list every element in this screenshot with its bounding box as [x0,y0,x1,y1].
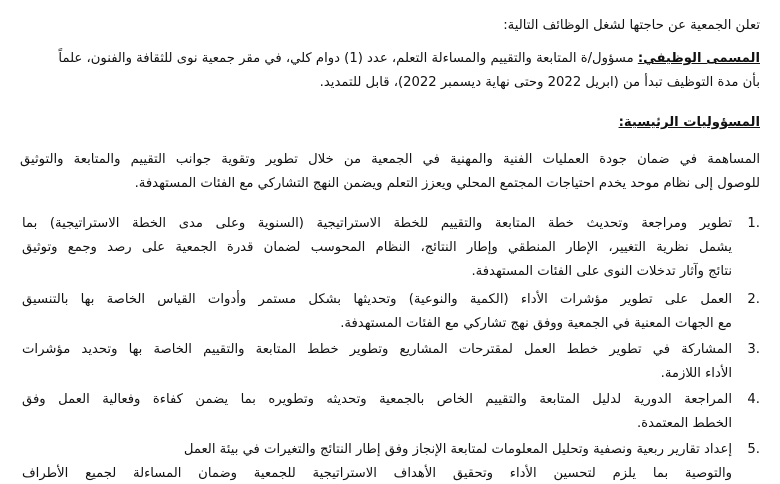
list-item-number: 3. [747,342,760,357]
list-item-line: المراجعة الدورية لدليل المتابعة والتقييم الخاص بالجمعية وتحديثه وتطويره بما يضمن كفاءة وفعالية العمل وفق [22,392,732,407]
list-item-number: 4. [747,392,760,407]
list-item-line: العمل على تطوير مؤشرات الأداء (الكمية والنوعية) وتحديثها بشكل مستمر وأدوات القياس الخاصة بها بالتنسيق [22,292,732,307]
responsibilities-intro-line-1: المساهمة في ضمان جودة العمليات الفنية والمهنية في الجمعية من خلال تطوير وتقوية جوانب التقييم والمتابعة والتوثيق [20,152,760,167]
list-item-line: الخطط المعتمدة. [636,416,732,431]
list-item-number: 1. [747,216,760,231]
list-item-line: إعداد تقارير ربعية ونصفية وتحليل المعلومات لمتابعة الإنجاز وفق إطار النتائج والتغيرات في بيئة العمل [183,442,732,457]
list-item-line: مع الجهات المعنية في الجمعية ووفق نهج تشاركي مع الفئات المستهدفة. [340,316,732,331]
list-item-line: والتوصية بما يلزم لتحسين الأداء وتحقيق الأهداف الاستراتيجية للجمعية وضمان المساءلة لجميع الأطراف [22,466,732,481]
job-title-line [20,49,760,69]
announcement-intro: تعلن الجمعية عن حاجتها لشغل الوظائف التالية: [503,18,760,33]
list-item-line: الأداء اللازمة. [660,366,732,381]
responsibilities-intro-line-2: للوصول إلى نظام موحد يخدم احتياجات المجتمع المحلي ويعزز التعلم ويضمن النهج التشاركي مع الفئات المستهدفة. [134,176,760,191]
job-title-text: مسؤول/ة المتابعة والتقييم والمساءلة التعلم، عدد (1) دوام كلي، في مقر جمعية نوى للثقافة والفنون، علماً [58,51,638,66]
list-item-line: المشاركة في تطوير خطط العمل لمقترحات المشاريع وتطوير خطط المتابعة والتقييم الخاصة بها وتحديد مؤشرات [22,342,732,357]
list-item-line: نتائج وآثار تدخلات النوى على الفئات المستهدفة. [471,264,732,279]
list-item-line: تطوير ومراجعة وتحديث خطة المتابعة والتقييم للخطة الاستراتيجية (السنوية وعلى مدى الخطة الاستراتيجية) بما [22,216,732,231]
responsibilities-heading: المسؤوليات الرئيسية: [618,115,760,130]
list-item-number: 2. [747,292,760,307]
job-title-label: المسمى الوظيفي: [637,51,760,66]
list-item-number: 5. [747,442,760,457]
job-duration-line: بأن مدة التوظيف تبدأ من (ابريل 2022 وحتى نهاية ديسمبر 2022)، قابل للتمديد. [319,75,760,90]
list-item-line: يشمل نظرية التغيير، الإطار المنطقي وإطار النتائج، النظام المحوسب لضمان قدرة الجمعية على رصد وجمع وتوثيق [22,240,732,255]
